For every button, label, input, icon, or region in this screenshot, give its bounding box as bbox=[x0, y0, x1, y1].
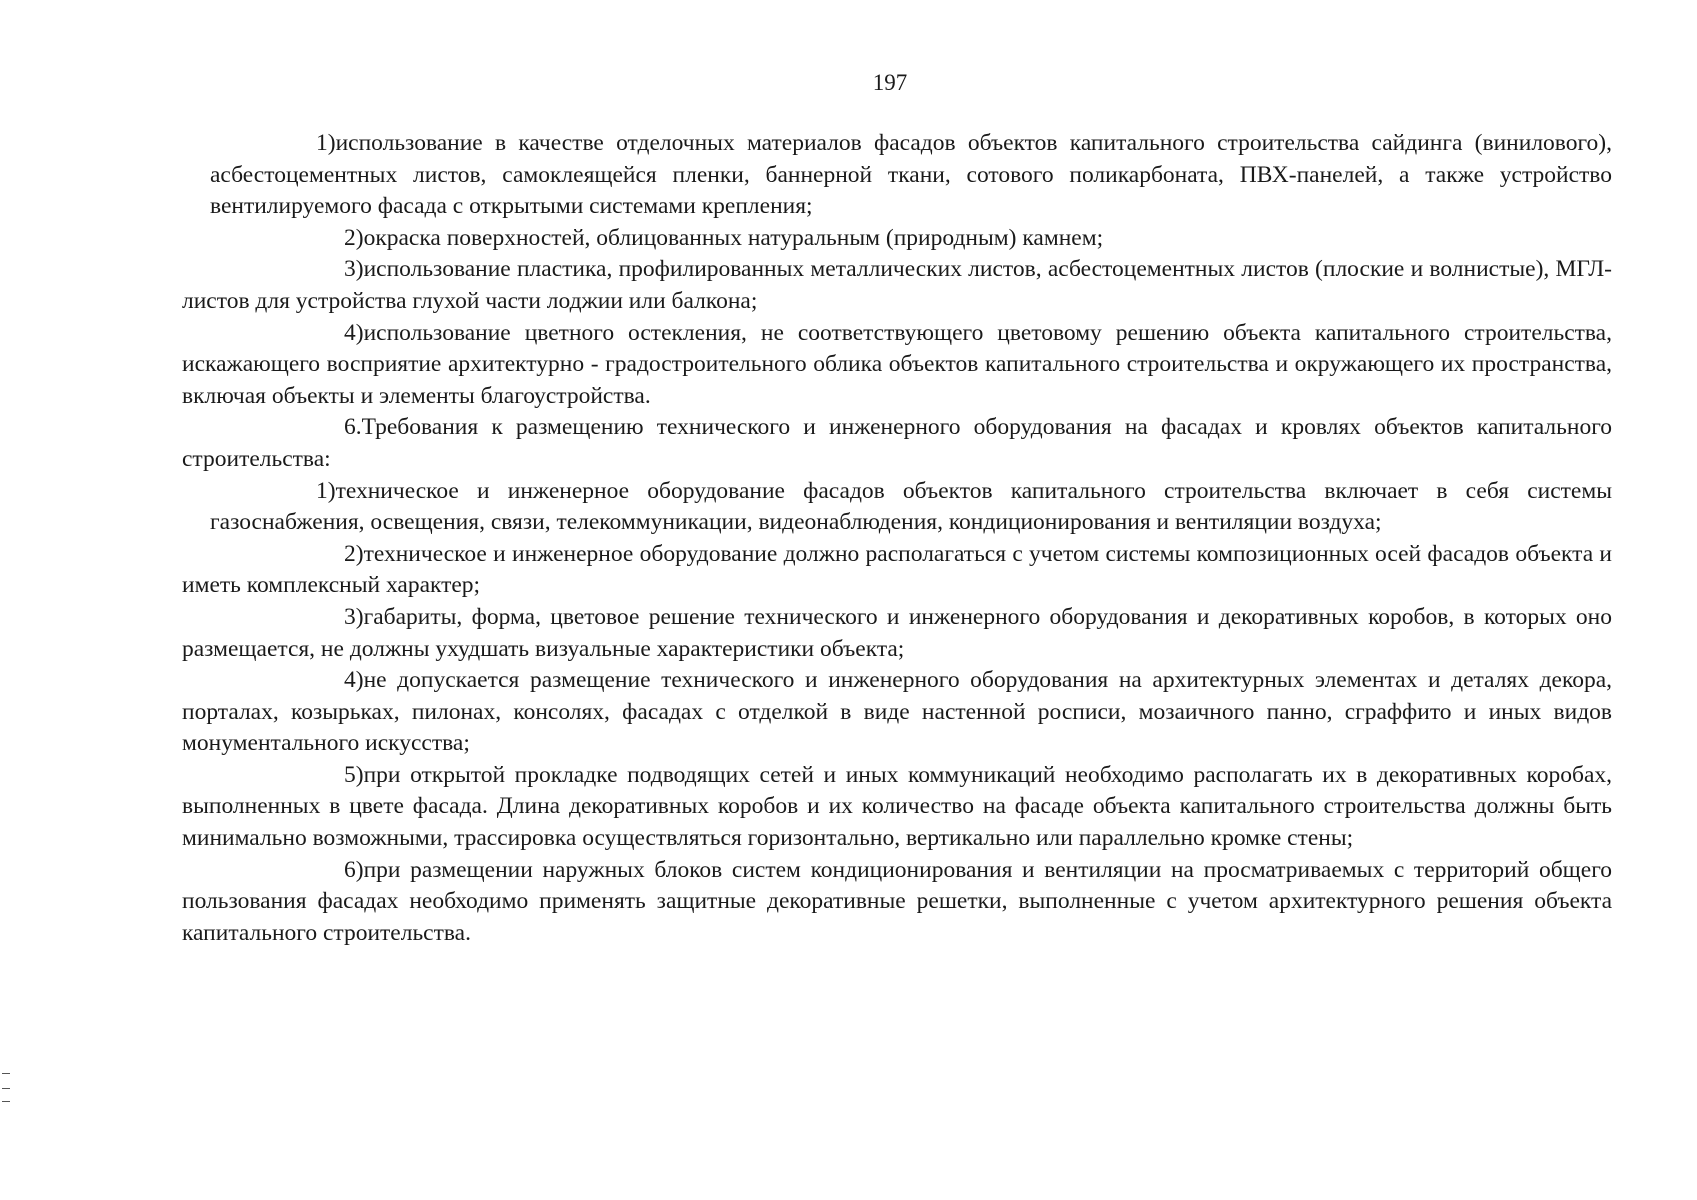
list-item bbox=[182, 254, 1612, 317]
item-number: 4) bbox=[344, 319, 364, 346]
scan-edge-mark bbox=[2, 1073, 10, 1074]
list-item bbox=[182, 318, 1612, 413]
section-text: Требования к размещению технического и инженерного оборудования на фасадах и кровлях объектов капитального строительства: bbox=[182, 414, 1612, 472]
list-item bbox=[182, 128, 1612, 223]
item-text: не допускается размещение технического и инженерного оборудования на архитектурных элементах и деталях декора, порталах, козырьках, пилонах, консолях, фасадах с отделкой в виде настенной росписи, мозаичного панно, сграффито и иных видов монументального искусства; bbox=[182, 667, 1612, 757]
scan-edge-mark bbox=[2, 1088, 10, 1089]
list-item bbox=[182, 539, 1612, 602]
list-item bbox=[182, 476, 1612, 539]
item-number: 2) bbox=[344, 540, 364, 567]
page-number: 197 bbox=[872, 70, 908, 95]
item-number: 2) bbox=[344, 224, 364, 251]
item-number: 1) bbox=[316, 130, 336, 156]
list-item bbox=[182, 223, 1612, 255]
item-text: при размещении наружных блоков систем кондиционирования и вентиляции на просматриваемых с территорий общего пользования фасадах необходимо применять защитные декоративные решетки, выполненные с учетом архитектурного решения объекта капитального строительства. bbox=[182, 856, 1612, 946]
item-number: 5) bbox=[344, 761, 364, 788]
item-number: 1) bbox=[316, 477, 336, 504]
list-item bbox=[182, 855, 1612, 950]
item-number: 4) bbox=[344, 667, 364, 694]
document-body bbox=[182, 128, 1612, 949]
list-item bbox=[182, 760, 1612, 855]
section-number: 6. bbox=[344, 414, 362, 441]
item-text: окраска поверхностей, облицованных натуральным (природным) камнем; bbox=[363, 224, 1104, 251]
item-text: использование в качестве отделочных материалов фасадов объектов капитального строительства сайдинга (винилового), асбестоцементных листов, самоклеящейся пленки, баннерной ткани, сотового поликарбоната, ПВХ-панелей, а также устройство вентилируемого фасада с открытыми системами крепления; bbox=[210, 130, 1612, 220]
item-text: использование цветного остекления, не соответствующего цветовому решению объекта капитального строительства, искажающего восприятие архитектурно - градостроительного облика объектов капитального строительства и окружающего их пространства, включая объекты и элементы благоустройства. bbox=[182, 319, 1612, 409]
item-text: использование пластика, профилированных металлических листов, асбестоцементных листов (плоские и волнистые), МГЛ-листов для устройства глухой части лоджии или балкона; bbox=[182, 256, 1612, 314]
item-text: техническое и инженерное оборудование должно располагаться с учетом системы композиционных осей фасадов объекта и иметь комплексный характер; bbox=[182, 540, 1612, 599]
list-item bbox=[182, 665, 1612, 760]
item-text: техническое и инженерное оборудование фасадов объектов капитального строительства включает в себя системы газоснабжения, освещения, связи, телекоммуникации, видеонаблюдения, кондиционирования и вентиляции воздуха; bbox=[210, 477, 1612, 536]
item-text: при открытой прокладке подводящих сетей и иных коммуникаций необходимо располагать их в декоративных коробах, выполненных в цвете фасада. Длина декоративных коробов и их количество на фасаде объекта капитального строительства должны быть минимально возможными, трассировка осуществляться горизонтально, вертикально или параллельно кромке стены; bbox=[182, 761, 1612, 852]
item-number: 3) bbox=[344, 256, 364, 283]
scan-edge-mark bbox=[2, 1101, 10, 1102]
item-number: 6) bbox=[344, 856, 364, 883]
item-number: 3) bbox=[344, 603, 364, 630]
list-item bbox=[182, 602, 1612, 665]
item-text: габариты, форма, цветовое решение технического и инженерного оборудования и декоративных коробов, в которых оно размещается, не должны ухудшать визуальные характеристики объекта; bbox=[182, 603, 1612, 662]
section-heading bbox=[182, 412, 1612, 475]
